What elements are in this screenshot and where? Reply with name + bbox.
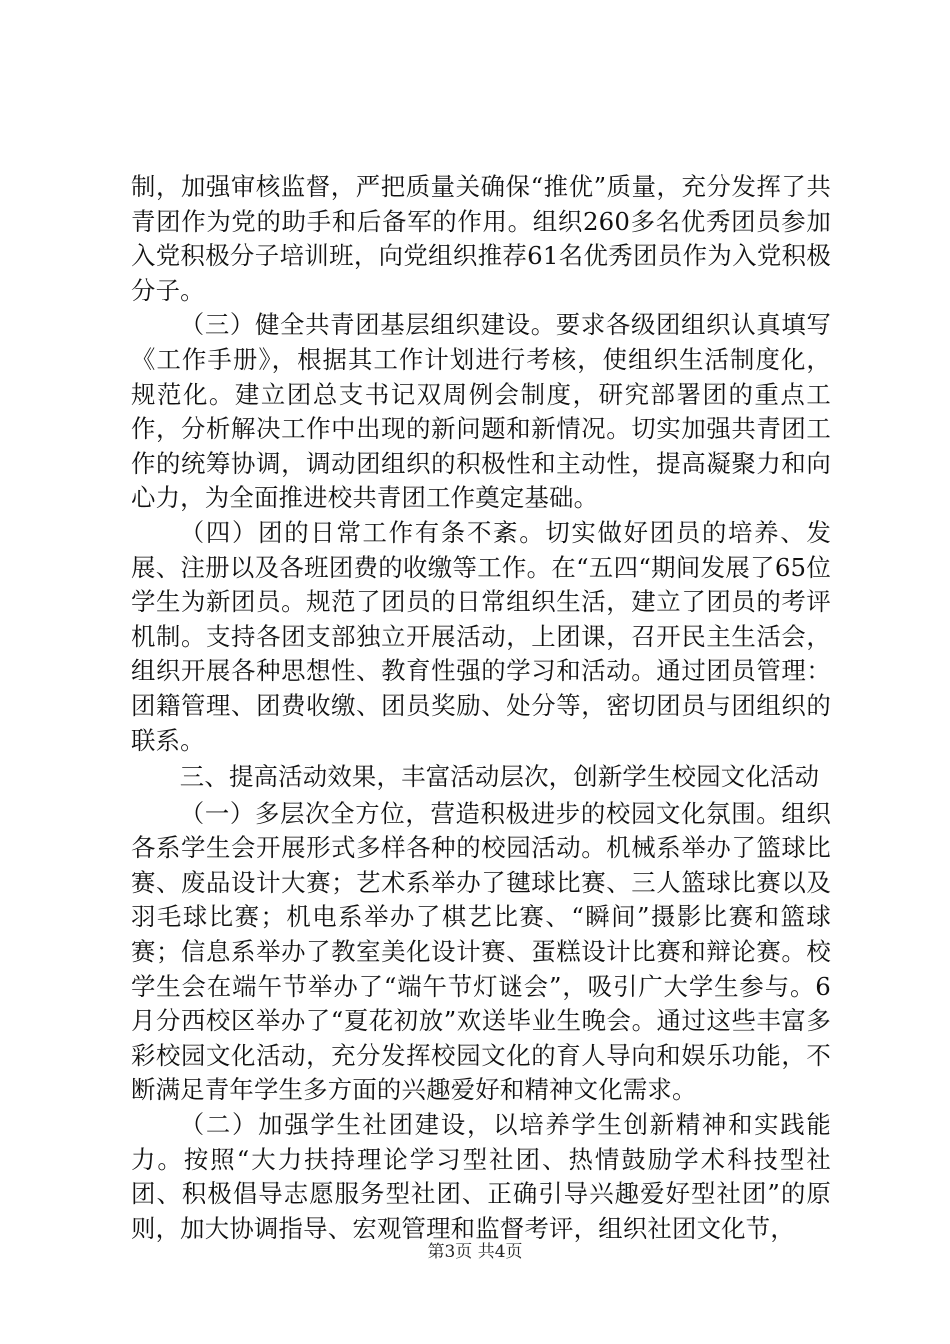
paragraph-3: （四）团的日常工作有条不紊。切实做好团员的培养、发展、注册以及各班团费的收缴等工作。在“五四“期间发展了65位学生为新团员。规范了团员的日常组织生活，建立了团员的考评机制。支持各团支部独立开展活动，上团课，召开民主生活会，组织开展各种思想性、教育性强的学习和活动。通过团员管理：团籍管理、团费收缴、团员奖励、处分等，密切团员与团组织的联系。 <box>131 517 831 755</box>
paragraph-2: （三）健全共青团基层组织建设。要求各级团组织认真填写《工作手册》，根据其工作计划进行考核，使组织生活制度化，规范化。建立团总支书记双周例会制度，研究部署团的重点工作，分析解决工作中出现的新问题和新情况。切实加强共青团工作的统筹协调，调动团组织的积极性和主动性，提高凝聚力和向心力，为全面推进校共青团工作奠定基础。 <box>131 310 831 513</box>
page-number: 第3页 共4页 <box>427 1242 523 1262</box>
paragraph-1: 制，加强审核监督，严把质量关确保“推优”质量，充分发挥了共青团作为党的助手和后备军的作用。组织260多名优秀团员参加入党积极分子培训班，向党组织推荐61名优秀团员作为入党积极分子。 <box>131 172 831 305</box>
paragraph-4: （一）多层次全方位，营造积极进步的校园文化氛围。组织各系学生会开展形式多样各种的校园活动。机械系举办了篮球比赛、废品设计大赛；艺术系举办了毽球比赛、三人篮球比赛以及羽毛球比赛；机电系举办了棋艺比赛、“瞬间”摄影比赛和篮球赛；信息系举办了教室美化设计赛、蛋糕设计比赛和辩论赛。校学生会在端午节举办了“端午节灯谜会”，吸引广大学生参与。6月分西校区举办了“夏花初放”欢送毕业生晚会。通过这些丰富多彩校园文化活动，充分发挥校园文化的育人导向和娱乐功能，不断满足青年学生多方面的兴趣爱好和精神文化需求。 <box>131 798 831 1105</box>
body-text <box>131 170 831 1246</box>
section-heading: 三、提高活动效果，丰富活动层次，创新学生校园文化活动 <box>179 762 820 792</box>
paragraph-5: （二）加强学生社团建设，以培养学生创新精神和实践能力。按照“大力扶持理论学习型社团、热情鼓励学术科技型社团、积极倡导志愿服务型社团、正确引导兴趣爱好型社团”的原则，加大协调指导、宏观管理和监督考评，组织社团文化节， <box>131 1110 831 1243</box>
